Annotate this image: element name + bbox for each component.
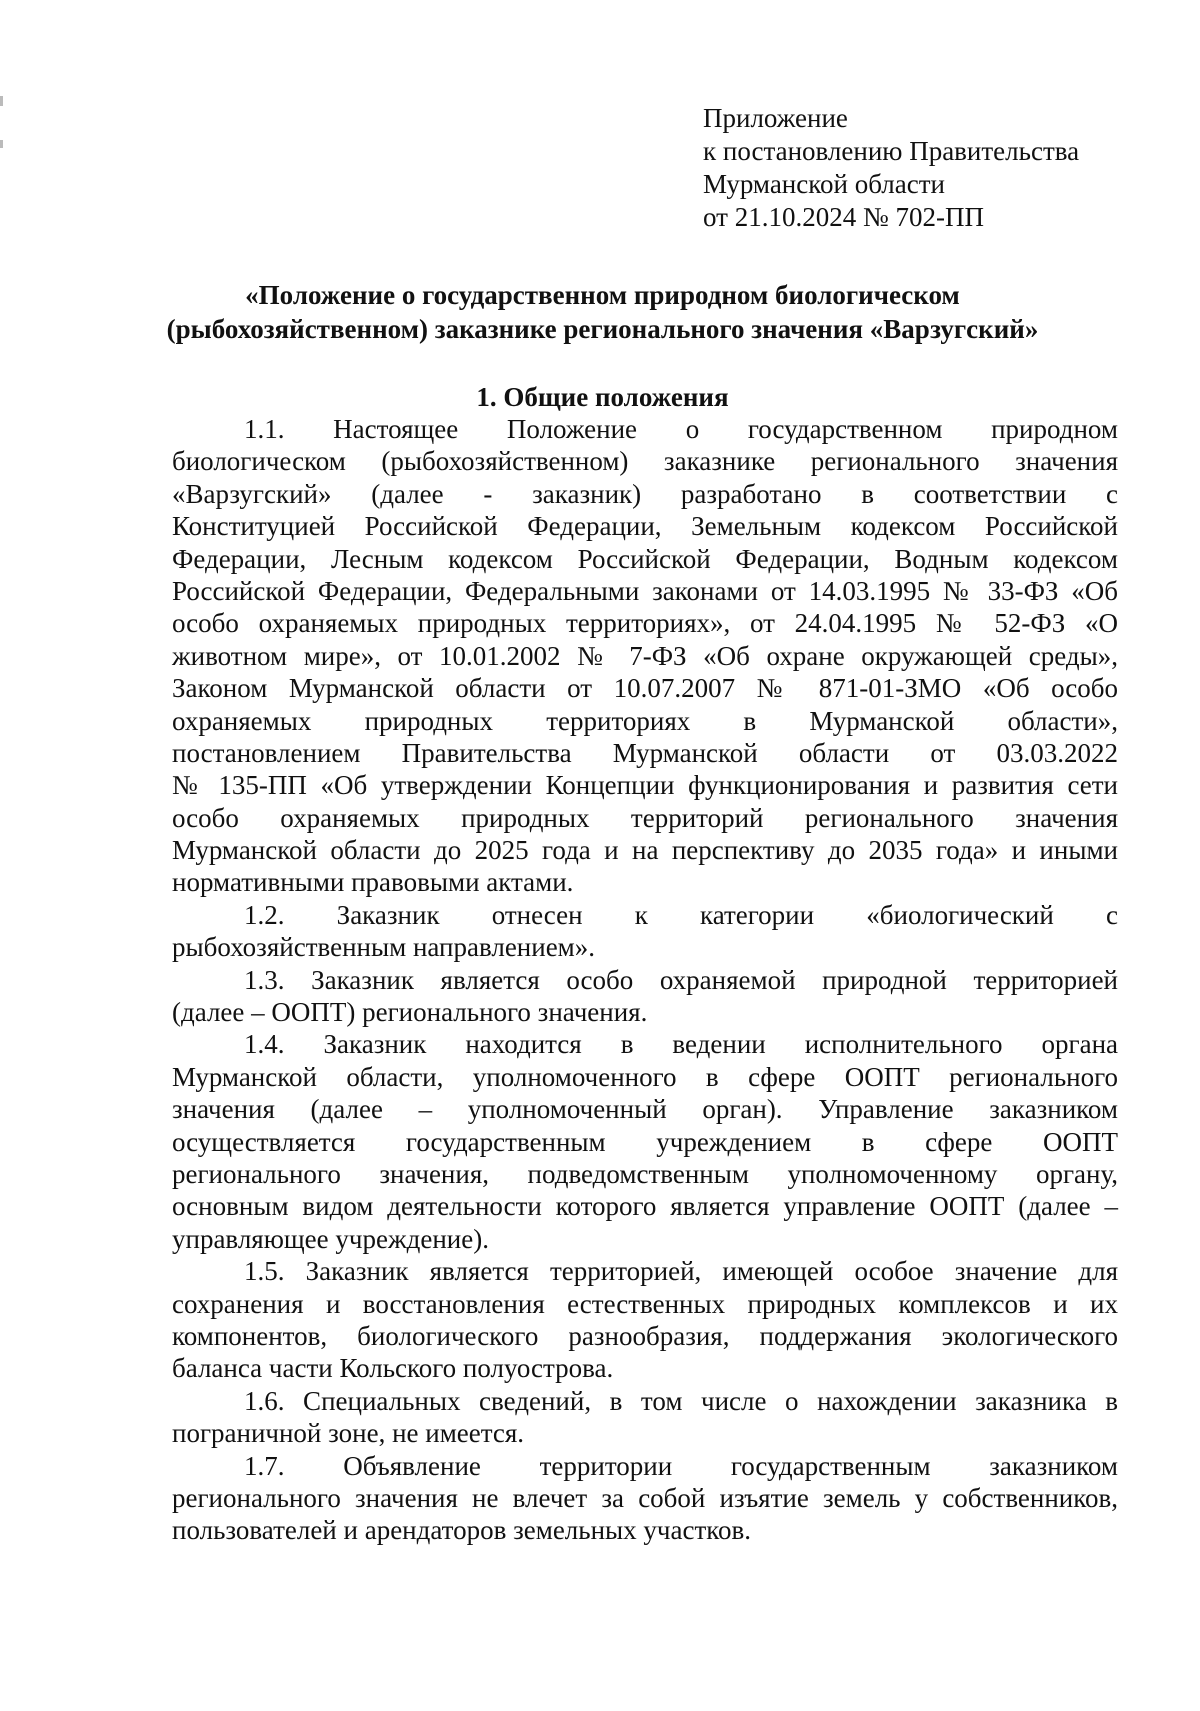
paragraph-1-3	[172, 964, 1118, 1029]
text-line: пограничной зоне, не имеется.	[172, 1418, 525, 1449]
text-line: 1.7. Объявление территории государственным заказником	[244, 1450, 1118, 1481]
text-line: баланса части Кольского полуострова.	[172, 1353, 614, 1384]
text-line: животном мире», от 10.01.2002 № 7-ФЗ «Об охране окружающей среды»,	[172, 640, 1118, 671]
appendix-line: к постановлению Правительства	[703, 136, 1080, 166]
text-line: (далее – ООПТ) регионального значения.	[172, 997, 648, 1028]
paragraph-1-6	[172, 1385, 1118, 1450]
document-title	[160, 278, 1045, 346]
appendix-block	[703, 102, 1079, 234]
text-line: охраняемых природных территориях в Мурманской области»,	[172, 705, 1118, 736]
text-line: 1.2. Заказник отнесен к категории «биологический с	[244, 899, 1118, 930]
title-line: (рыбохозяйственном) заказнике регионального значения «Варзугский»	[166, 314, 1039, 344]
text-line: Законом Мурманской области от 10.07.2007 № 871-01-ЗМО «Об особо	[172, 673, 1118, 704]
text-line: Конституцией Российской Федерации, Земельным кодексом Российской	[172, 511, 1118, 542]
text-line: осуществляется государственным учреждением в сфере ООПТ	[172, 1126, 1118, 1157]
text-line: регионального значения не влечет за собой изъятие земель у собственников,	[172, 1482, 1118, 1513]
text-line: нормативными правовыми актами.	[172, 867, 574, 898]
text-line: Мурманской области, уполномоченного в сфере ООПТ регионального	[172, 1061, 1118, 1092]
text-line: значения (далее – уполномоченный орган). Управление заказником	[172, 1094, 1118, 1125]
text-line: особо охраняемых природных территорий регионального значения	[172, 802, 1118, 833]
text-line: регионального значения, подведомственным уполномоченному органу,	[172, 1158, 1118, 1189]
text-line: 1.4. Заказник находится в ведении исполнительного органа	[244, 1029, 1118, 1060]
appendix-date-number: от 21.10.2024 № 702-ПП	[703, 202, 984, 232]
scan-artifact	[0, 96, 3, 106]
text-line: Российской Федерации, Федеральными законами от 14.03.1995 № 33-ФЗ «Об	[172, 575, 1118, 606]
text-line: сохранения и восстановления естественных природных комплексов и их	[172, 1288, 1118, 1319]
title-line: «Положение о государственном природном биологическом	[245, 280, 960, 310]
text-line: биологическом (рыбохозяйственном) заказнике регионального значения	[172, 446, 1118, 477]
text-line: управляющее учреждение).	[172, 1223, 489, 1254]
text-line: «Варзугский» (далее - заказник) разработано в соответствии с	[172, 478, 1118, 509]
section-heading: 1. Общие положения	[476, 382, 729, 412]
text-line: компонентов, биологического разнообразия, поддержания экологического	[172, 1320, 1118, 1351]
text-line: основным видом деятельности которого является управление ООПТ (далее –	[172, 1191, 1118, 1222]
text-line: рыбохозяйственным направлением».	[172, 932, 596, 963]
text-line: 1.1. Настоящее Положение о государственном природном	[244, 414, 1118, 444]
scan-artifact	[0, 140, 3, 148]
text-line: 1.5. Заказник является территорией, имеющей особое значение для	[244, 1256, 1118, 1287]
text-line: постановлением Правительства Мурманской области от 03.03.2022	[172, 737, 1118, 768]
paragraph-1-1	[172, 413, 1118, 899]
paragraph-1-5	[172, 1255, 1118, 1385]
document-body	[172, 413, 1118, 1547]
paragraph-1-4	[172, 1028, 1118, 1255]
appendix-line: Приложение	[703, 103, 848, 133]
text-line: 1.3. Заказник является особо охраняемой природной территорией	[244, 964, 1118, 995]
text-line: 1.6. Специальных сведений, в том числе о нахождении заказника в	[244, 1385, 1118, 1416]
text-line: особо охраняемых природных территориях», от 24.04.1995 № 52-ФЗ «О	[172, 608, 1118, 639]
text-line: № 135-ПП «Об утверждении Концепции функционирования и развития сети	[172, 770, 1118, 801]
paragraph-1-2	[172, 899, 1118, 964]
paragraph-1-7	[172, 1450, 1118, 1547]
appendix-line: Мурманской области	[703, 169, 945, 199]
text-line: Федерации, Лесным кодексом Российской Федерации, Водным кодексом	[172, 543, 1118, 574]
text-line: пользователей и арендаторов земельных участков.	[172, 1515, 752, 1546]
text-line: Мурманской области до 2025 года и на перспективу до 2035 года» и иными	[172, 835, 1118, 866]
